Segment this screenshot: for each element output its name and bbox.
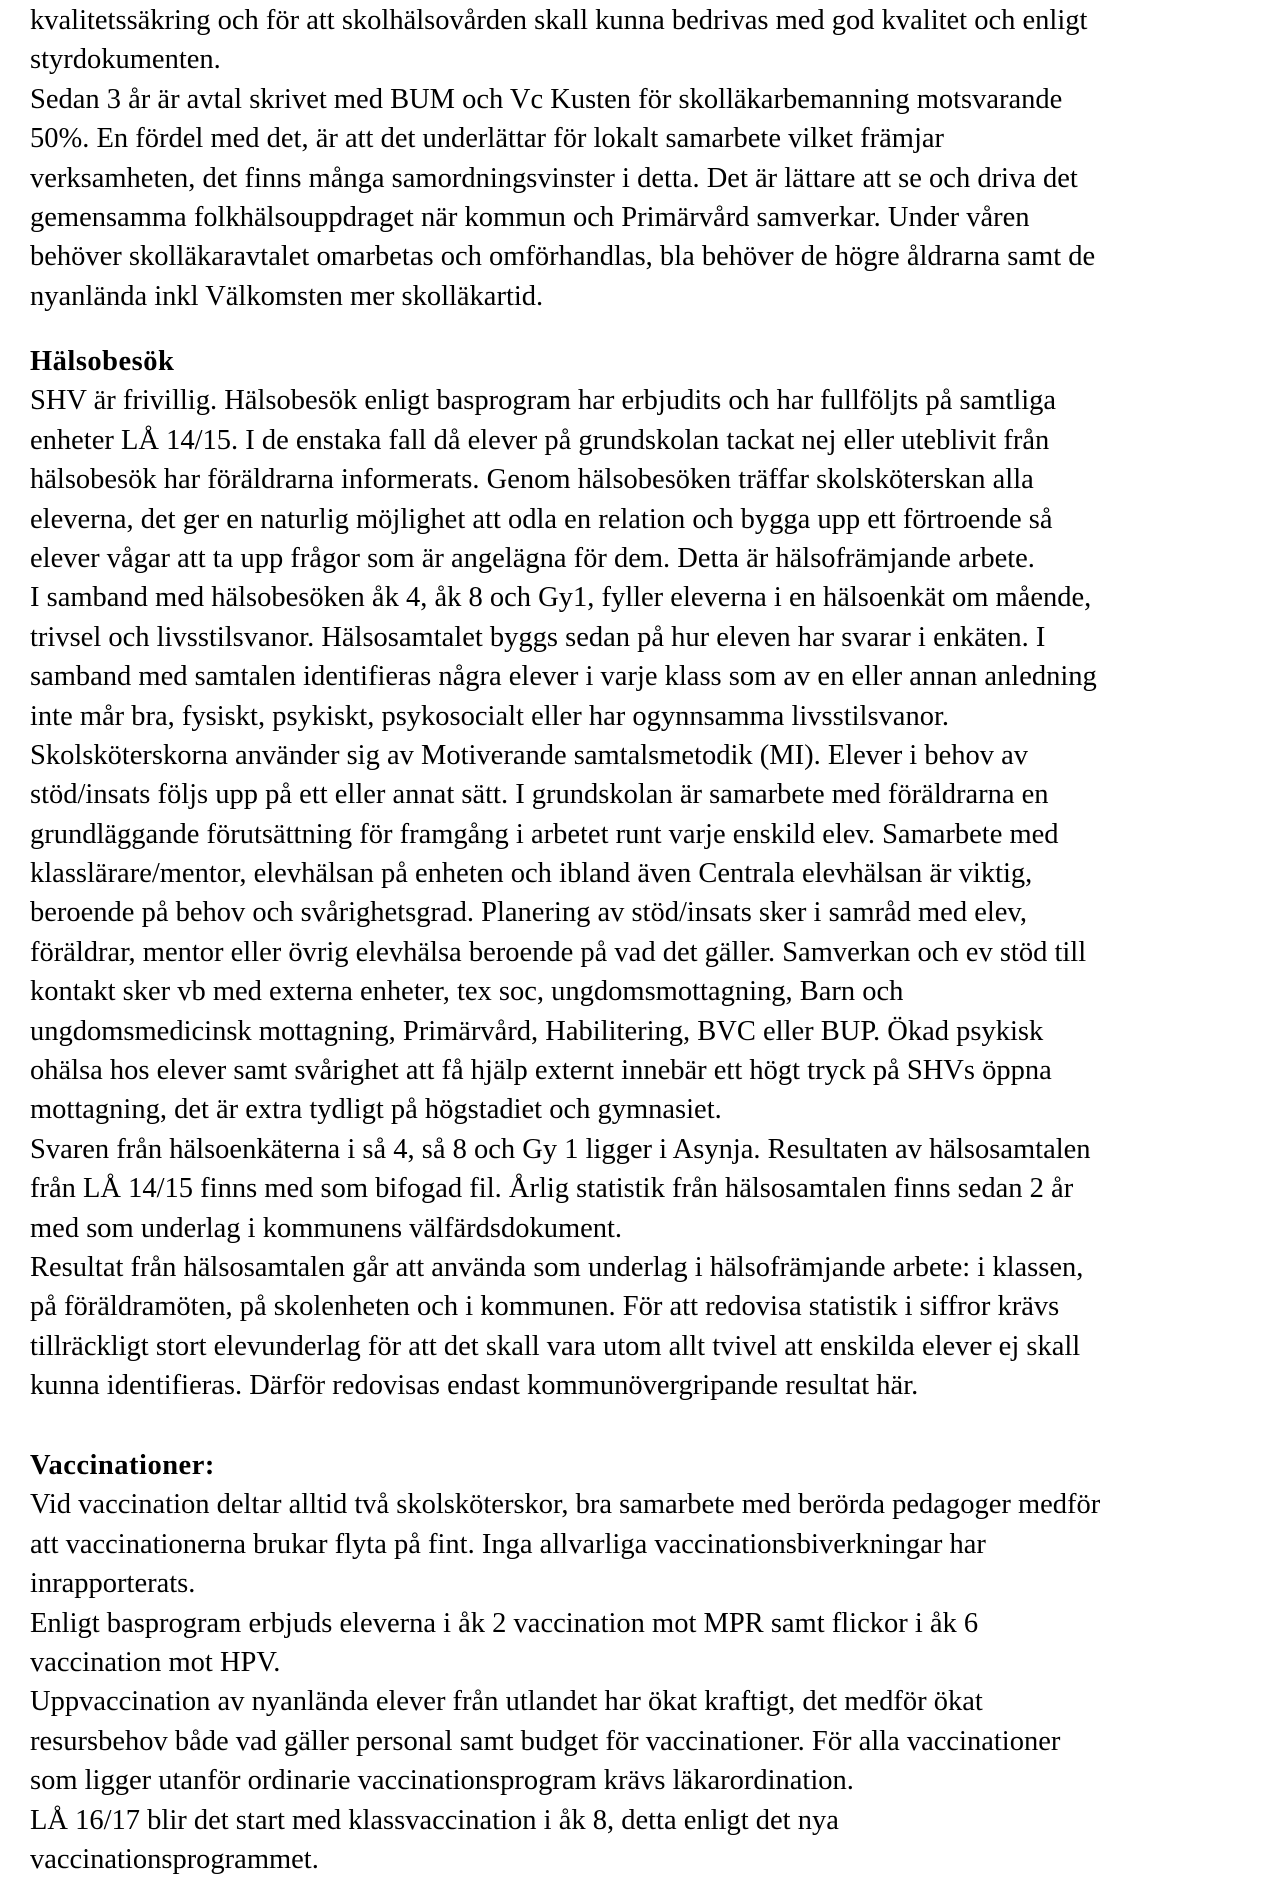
vaccinationer-section xyxy=(30,1446,1280,1879)
halsobesok-line: från LÅ 14/15 finns med som bifogad fil. Årlig statistik från hälsosamtalen finns sedan 2 år xyxy=(30,1173,1074,1205)
vaccinationer-line: Uppvaccination av nyanlända elever från utlandet har ökat kraftigt, det medför ökat xyxy=(30,1686,983,1718)
halsobesok-line: SHV är frivillig. Hälsobesök enligt basprogram har erbjudits och har fullföljts på samtliga xyxy=(30,385,1057,417)
halsobesok-line: kunna identifieras. Därför redovisas endast kommunövergripande resultat här. xyxy=(30,1370,919,1402)
halsobesok-line: kontakt sker vb med externa enheter, tex soc, ungdomsmottagning, Barn och xyxy=(30,976,904,1008)
halsobesok-line: Resultat från hälsosamtalen går att använda som underlag i hälsofrämjande arbete: i klassen, xyxy=(30,1251,1084,1283)
intro-line: nyanlända inkl Välkomsten mer skolläkartid. xyxy=(30,280,544,312)
halsobesok-line: tillräckligt stort elevunderlag för att det skall vara utom allt tvivel att enskilda elever ej skall xyxy=(30,1330,1081,1362)
halsobesok-line: ohälsa hos elever samt svårighet att få hjälp externt innebär ett högt tryck på SHVs öppna xyxy=(30,1055,1052,1087)
vaccinationer-line: LÅ 16/17 blir det start med klassvaccination i åk 8, detta enligt det nya xyxy=(30,1804,839,1836)
vaccinationer-line: inrapporterats. xyxy=(30,1568,196,1600)
intro-line: kvalitetssäkring och för att skolhälsovården skall kunna bedrivas med god kvalitet och enligt xyxy=(30,5,1088,36)
section-heading-halsobesok: Hälsobesök xyxy=(30,346,175,377)
halsobesok-line: Skolsköterskorna använder sig av Motiverande samtalsmetodik (MI). Elever i behov av xyxy=(30,739,1029,771)
halsobesok-line: stöd/insats följs upp på ett eller annat sätt. I grundskolan är samarbete med föräldrarna en xyxy=(30,779,1049,811)
vaccinationer-line: resursbehov både vad gäller personal samt budget för vaccinationer. För alla vaccinationer xyxy=(30,1725,1061,1757)
halsobesok-line: hälsobesök har föräldrarna informerats. Genom hälsobesöken träffar skolsköterskan alla xyxy=(30,464,1034,496)
halsobesok-section xyxy=(30,342,1280,1406)
vaccinationer-line: som ligger utanför ordinarie vaccinationsprogram krävs läkarordination. xyxy=(30,1765,854,1797)
halsobesok-line: klasslärare/mentor, elevhälsan på enheten och ibland även Centrala elevhälsan är viktig, xyxy=(30,858,1033,890)
halsobesok-line: grundläggande förutsättning för framgång i arbetet runt varje enskild elev. Samarbete med xyxy=(30,818,1059,850)
halsobesok-line: enheter LÅ 14/15. I de enstaka fall då elever på grundskolan tackat nej eller uteblivit från xyxy=(30,424,1050,456)
halsobesok-line: I samband med hälsobesöken åk 4, åk 8 och Gy1, fyller eleverna i en hälsoenkät om mående, xyxy=(30,582,1092,614)
halsobesok-line: trivsel och livsstilsvanor. Hälsosamtalet byggs sedan på hur eleven har svarar i enkäten. I xyxy=(30,621,1046,653)
halsobesok-line: ungdomsmedicinsk mottagning, Primärvård, Habilitering, BVC eller BUP. Ökad psykisk xyxy=(30,1015,1044,1047)
halsobesok-line: Svaren från hälsoenkäterna i så 4, så 8 och Gy 1 ligger i Asynja. Resultaten av hälsosamtalen xyxy=(30,1133,1091,1165)
halsobesok-line: samband med samtalen identifieras några elever i varje klass som av en eller annan anledning xyxy=(30,661,1097,693)
halsobesok-line: med som underlag i kommunens välfärdsdokument. xyxy=(30,1212,623,1244)
intro-line: styrdokumenten. xyxy=(30,44,221,76)
vaccinationer-line: Enligt basprogram erbjuds eleverna i åk 2 vaccination mot MPR samt flickor i åk 6 xyxy=(30,1607,979,1639)
intro-line: verksamheten, det finns många samordningsvinster i detta. Det är lättare att se och driva det xyxy=(30,162,1078,194)
intro-section xyxy=(30,1,1280,316)
intro-line: behöver skolläkaravtalet omarbetas och omförhandlas, bla behöver de högre åldrarna samt de xyxy=(30,241,1096,273)
intro-line: Sedan 3 år är avtal skrivet med BUM och Vc Kusten för skolläkarbemanning motsvarande xyxy=(30,83,1063,115)
halsobesok-line: beroende på behov och svårighetsgrad. Planering av stöd/insats sker i samråd med elev, xyxy=(30,897,1027,929)
intro-line: gemensamma folkhälsouppdraget när kommun och Primärvård samverkar. Under våren xyxy=(30,201,1030,233)
halsobesok-line: på föräldramöten, på skolenheten och i kommunen. För att redovisa statistik i siffror krävs xyxy=(30,1291,1060,1323)
halsobesok-line: inte mår bra, fysiskt, psykiskt, psykosocialt eller har ogynnsamma livsstilsvanor. xyxy=(30,700,949,732)
halsobesok-line: föräldrar, mentor eller övrig elevhälsa beroende på vad det gäller. Samverkan och ev stöd till xyxy=(30,936,1087,968)
vaccinationer-line: vaccinationsprogrammet. xyxy=(30,1843,319,1875)
vaccinationer-line: att vaccinationerna brukar flyta på fint. Inga allvarliga vaccinationsbiverkningar har xyxy=(30,1528,986,1560)
vaccinationer-line: vaccination mot HPV. xyxy=(30,1646,281,1678)
section-heading-vaccinationer: Vaccinationer: xyxy=(30,1450,215,1481)
halsobesok-line: eleverna, det ger en naturlig möjlighet att odla en relation och bygga upp ett förtroende så xyxy=(30,503,1053,535)
vaccinationer-line: Vid vaccination deltar alltid två skolsköterskor, bra samarbete med berörda pedagoger medför xyxy=(30,1489,1101,1521)
halsobesok-line: mottagning, det är extra tydligt på högstadiet och gymnasiet. xyxy=(30,1094,722,1126)
halsobesok-line: elever vågar att ta upp frågor som är angelägna för dem. Detta är hälsofrämjande arbete. xyxy=(30,542,1035,574)
intro-line: 50%. En fördel med det, är att det underlättar för lokalt samarbete vilket främjar xyxy=(30,123,945,155)
